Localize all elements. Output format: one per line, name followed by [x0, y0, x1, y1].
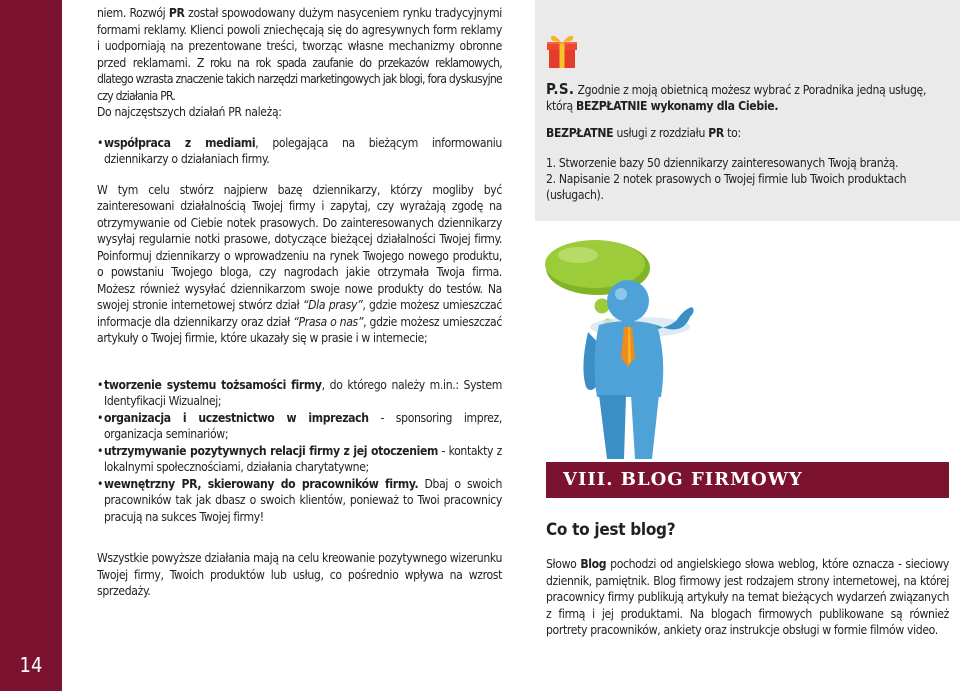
- bullet-identity: • tworzenie systemu tożsamości firmy, do którego należy m.in.: System Identyfikacji Wizualnej;: [97, 377, 502, 410]
- gift-icon: [544, 30, 580, 70]
- activities-intro: Do najczęstszych działań PR należą:: [97, 105, 282, 119]
- ps-item-1: 1. Stworzenie bazy 50 dziennikarzy zainteresowanych Twoją branżą.: [546, 155, 899, 170]
- bullet-events: • organizacja i uczestnictwo w imprezach - sponsoring imprez, organizacja seminariów;: [97, 410, 502, 443]
- bullet-relations: • utrzymywanie pozytywnych relacji firmy z jej otoczeniem - kontakty z lokalnymi społecznościami, działania charytatywne;: [97, 443, 502, 476]
- ps-label: P.S.: [546, 80, 575, 98]
- left-column: [97, 5, 502, 600]
- section-banner: VIII. BLOG FIRMOWY: [546, 462, 949, 498]
- ps-free-services: BEZPŁATNE usługi z rozdziału PR to:: [546, 125, 741, 140]
- intro-paragraph: niem. Rozwój PR został spowodowany dużym nasyceniem rynku tradycyjnymi formami reklamy. Klienci powoli zniechęcają się do agresywnych form reklamy i uodporniają na prezentowane treści, tworząc własne mechanizmy obronne przed reklamami. Z roku na rok spada zaufanie do przekazów reklamowych, dlatego wzrasta znaczenie takich narzędzi marketingowych jak blogi, fora dyskusyjne czy działania PR.: [97, 6, 502, 103]
- blog-paragraph: Słowo Blog pochodzi od angielskiego słowa weblog, które oznacza - sieciowy dziennik, pamiętnik. Blog firmowy jest rodzajem strony internetowej, na której pracownicy firmy publikują artykuły na temat bieżących wydarzeń związanych z firmą i jej produktami. Na blogach firmowych publikowane są również portrety pracowników, ankiety oraz instrukcje obsługi w formie filmów video.: [546, 557, 950, 637]
- bullet-internal-pr: • wewnętrzny PR, skierowany do pracowników firmy. Dbaj o swoich pracowników tak jak dbasz o swoich klientów, ponieważ to Twoi pracownicy pracują na sukces Twojej firmy!: [97, 476, 502, 526]
- bullet-media-cooperation: • współpraca z mediami, polegająca na bieżącym informowaniu dziennikarzy o działaniach firmy.: [97, 135, 502, 168]
- ps-item-2: 2. Napisanie 2 notek prasowych o Twojej firmie lub Twoich produktach (usługach).: [546, 172, 907, 203]
- thinking-person-icon: [540, 237, 745, 465]
- closing-paragraph: Wszystkie powyższe działania mają na celu kreowanie pozytywnego wizerunku Twojej firmy, Twoich produktów lub usług, co pośrednio wpływa na wzrost sprzedaży.: [97, 551, 503, 598]
- blog-question: Co to jest blog?: [546, 520, 676, 540]
- page-sidebar: [0, 0, 62, 691]
- ps-promise: P.S. Zgodnie z moją obietnicą możesz wybrać z Poradnika jedną usługę, którą BEZPŁATNIE wykonamy dla Ciebie.: [546, 80, 927, 114]
- ps-content: [546, 81, 946, 204]
- page-number: 14: [19, 653, 43, 677]
- media-paragraph: W tym celu stwórz najpierw bazę dziennikarzy, którzy mogliby być zainteresowani działalnością Twojej firmy i zapytaj, czy wyrażają zgodę na otrzymywanie od Ciebie notek prasowych. Do zainteresowanych dziennikarzy wysyłaj regularnie notki prasowe, dotyczące bieżącej działalności Twojej firmy. Poinformuj dziennikarzy o wprowadzeniu na rynek Twojego nowego produktu, o powstaniu Twojego bloga, czy nagrodach jakie otrzymała Twoja firma. Możesz również wysyłać dziennikarzom swoje nowe produkty do testów. Na swojej stronie internetowej stwórz dział “Dla prasy”, gdzie możesz umieszczać informacje dla dziennikarzy oraz dział “Prasa o nas”, gdzie możesz umieszczać artykuły o Twojej firmie, które ukazały się w prasie i w internecie;: [97, 182, 503, 345]
